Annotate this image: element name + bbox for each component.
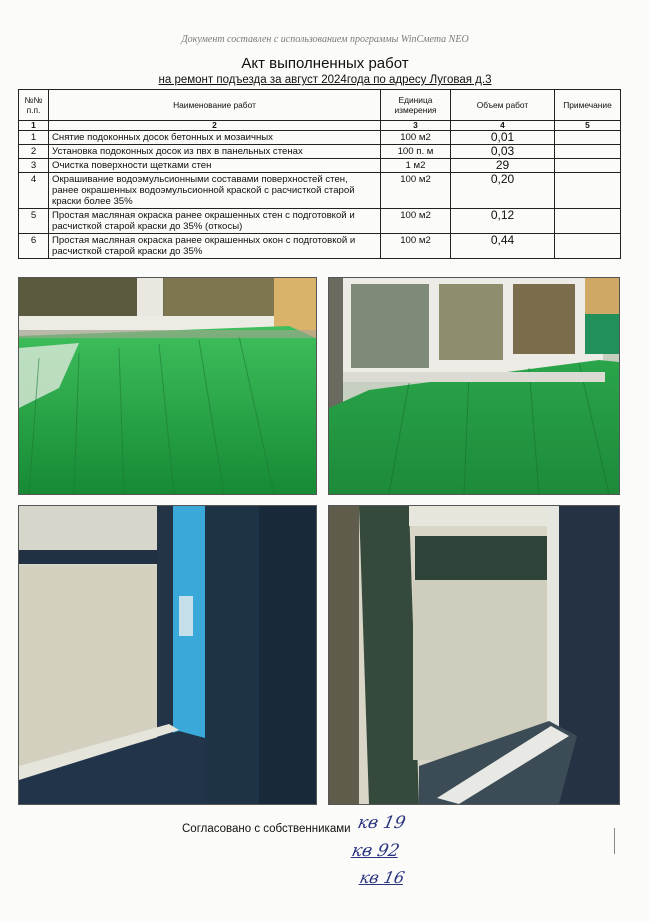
signature-line: кв 19	[355, 813, 408, 833]
row-num: 5	[19, 209, 49, 234]
row-note	[555, 209, 621, 234]
software-note: Документ составлен с использованием программы WinСмета NEO	[181, 34, 469, 45]
index-cell: 1	[19, 121, 49, 131]
works-table	[18, 89, 621, 259]
document-title: Акт выполненных работ	[241, 55, 409, 72]
index-cell: 4	[451, 121, 555, 131]
row-num: 1	[19, 131, 49, 145]
row-volume: 0,01	[451, 131, 555, 145]
signature-line: кв 92	[349, 841, 402, 861]
row-note	[555, 145, 621, 159]
table-row	[19, 159, 621, 173]
row-name: Установка подоконных досок из пвх в панельных стенах	[49, 145, 381, 159]
row-name: Снятие подоконных досок бетонных и мозаичных	[49, 131, 381, 145]
photo-green-sill-left	[18, 277, 317, 495]
header-note: Примечание	[555, 90, 621, 121]
header-volume: Объем работ	[451, 90, 555, 121]
header-num: №№ п.п.	[19, 90, 49, 121]
column-index-row	[19, 121, 621, 131]
photo-window-frame-dark	[328, 505, 620, 805]
table-row	[19, 131, 621, 145]
row-num: 3	[19, 159, 49, 173]
photo-window-blue-wall	[18, 505, 317, 805]
row-name: Окрашивание водоэмульсионными составами поверхностей стен, ранее окрашенных водоэмульсионной краской с расчисткой старой краски более 35%	[49, 173, 381, 209]
row-name: Очистка поверхности щетками стен	[49, 159, 381, 173]
index-cell: 3	[381, 121, 451, 131]
row-unit: 100 м2	[381, 131, 451, 145]
header-name: Наименование работ	[49, 90, 381, 121]
owners-signature	[340, 813, 440, 891]
row-volume: 0,44	[451, 234, 555, 259]
row-volume: 0,12	[451, 209, 555, 234]
photo-green-sill-right	[328, 277, 620, 495]
agreement-label: Согласовано с собственниками	[182, 823, 351, 835]
table-header-row	[19, 90, 621, 121]
table-row	[19, 173, 621, 209]
table-row	[19, 145, 621, 159]
row-note	[555, 159, 621, 173]
row-name: Простая масляная окраска ранее окрашенных окон с подготовкой и расчисткой старой краски до 35%	[49, 234, 381, 259]
header-unit: Единица измерения	[381, 90, 451, 121]
row-note	[555, 234, 621, 259]
row-num: 6	[19, 234, 49, 259]
row-num: 4	[19, 173, 49, 209]
index-cell: 5	[555, 121, 621, 131]
row-unit: 1 м2	[381, 159, 451, 173]
table-row	[19, 234, 621, 259]
row-note	[555, 173, 621, 209]
row-volume: 29	[451, 159, 555, 173]
row-note	[555, 131, 621, 145]
row-unit: 100 п. м	[381, 145, 451, 159]
document-subtitle: на ремонт подъезда за август 2024года по адресу Луговая д.3	[158, 74, 492, 86]
row-unit: 100 м2	[381, 209, 451, 234]
row-volume: 0,20	[451, 173, 555, 209]
signature-line: кв 16	[357, 868, 407, 887]
row-unit: 100 м2	[381, 173, 451, 209]
margin-mark	[614, 828, 618, 854]
row-volume: 0,03	[451, 145, 555, 159]
row-num: 2	[19, 145, 49, 159]
row-unit: 100 м2	[381, 234, 451, 259]
table-row	[19, 209, 621, 234]
row-name: Простая масляная окраска ранее окрашенных стен с подготовкой и расчисткой старой краски до 35% (откосы)	[49, 209, 381, 234]
index-cell: 2	[49, 121, 381, 131]
